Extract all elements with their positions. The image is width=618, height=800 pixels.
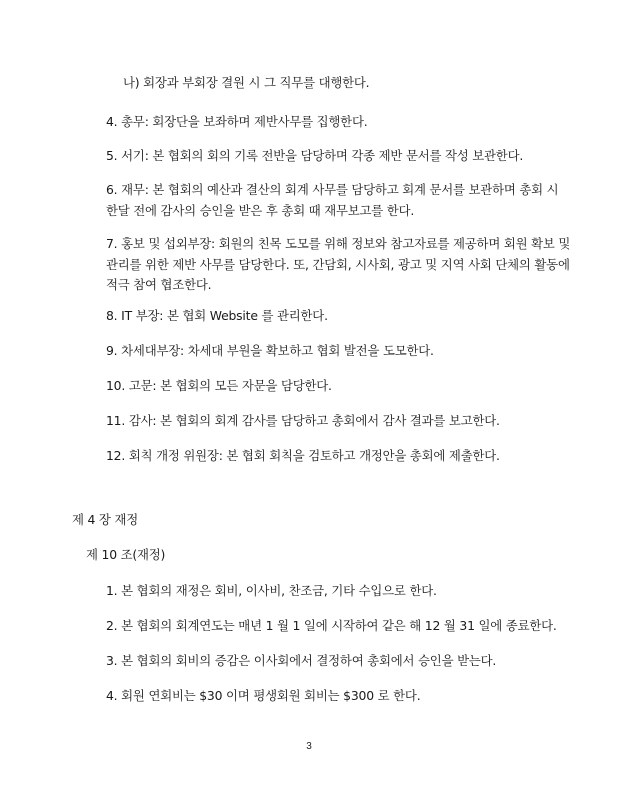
duty-item-7-line-1: 7. 홍보 및 섭외부장: 회원의 친목 도모를 위해 정보와 참고자료를 제공하며 회원 확보 및 xyxy=(106,236,571,251)
duty-item-9: 9. 차세대부장: 차세대 부원을 확보하고 협회 발전을 도모한다. xyxy=(106,343,434,358)
duty-item-11: 11. 감사: 본 협회의 회계 감사를 담당하고 총회에서 감사 결과를 보고한다. xyxy=(106,413,500,428)
finance-item-2: 2. 본 협회의 회계연도는 매년 1 월 1 일에 시작하여 같은 해 12 월 31 일에 종료한다. xyxy=(106,618,557,633)
duty-item-4: 4. 총무: 회장단을 보좌하며 제반사무를 집행한다. xyxy=(106,114,368,129)
duty-item-7-line-2: 관리를 위한 제반 사무를 담당한다. 또, 간담회, 시사회, 광고 및 지역 사회 단체의 활동에 xyxy=(106,256,570,272)
duty-item-7-line-3: 적극 참여 협조한다. xyxy=(106,277,212,292)
sub-item-na: 나) 회장과 부회장 결원 시 그 직무를 대행한다. xyxy=(123,75,370,90)
finance-item-1: 1. 본 협회의 재정은 회비, 이사비, 찬조금, 기타 수입으로 한다. xyxy=(106,583,437,598)
duty-item-6-line-2: 한달 전에 감사의 승인을 받은 후 총회 때 재무보고를 한다. xyxy=(106,202,415,218)
duty-item-6-line-1: 6. 재무: 본 협회의 예산과 결산의 회계 사무를 담당하고 회계 문서를 보관하며 총회 시 xyxy=(106,182,559,197)
duty-item-7 xyxy=(106,234,570,296)
article-10-heading: 제 10 조(재정) xyxy=(86,547,166,562)
duty-item-6 xyxy=(106,180,558,221)
page-number: 3 xyxy=(306,741,312,752)
chapter-4-heading: 제 4 장 재정 xyxy=(72,512,138,527)
finance-item-3: 3. 본 협회의 회비의 증감은 이사회에서 결정하여 총회에서 승인을 받는다. xyxy=(106,653,497,668)
duty-item-12: 12. 회칙 개정 위원장: 본 협회 회칙을 검토하고 개정안을 총회에 제출한다. xyxy=(106,448,500,463)
duty-item-10: 10. 고문: 본 협회의 모든 자문을 담당한다. xyxy=(106,378,332,393)
duty-item-8: 8. IT 부장: 본 협회 Website 를 관리한다. xyxy=(106,308,328,323)
duty-item-5: 5. 서기: 본 협회의 회의 기록 전반을 담당하며 각종 제반 문서를 작성 보관한다. xyxy=(106,148,524,163)
finance-item-4: 4. 회원 연회비는 $30 이며 평생회원 회비는 $300 로 한다. xyxy=(106,688,421,703)
